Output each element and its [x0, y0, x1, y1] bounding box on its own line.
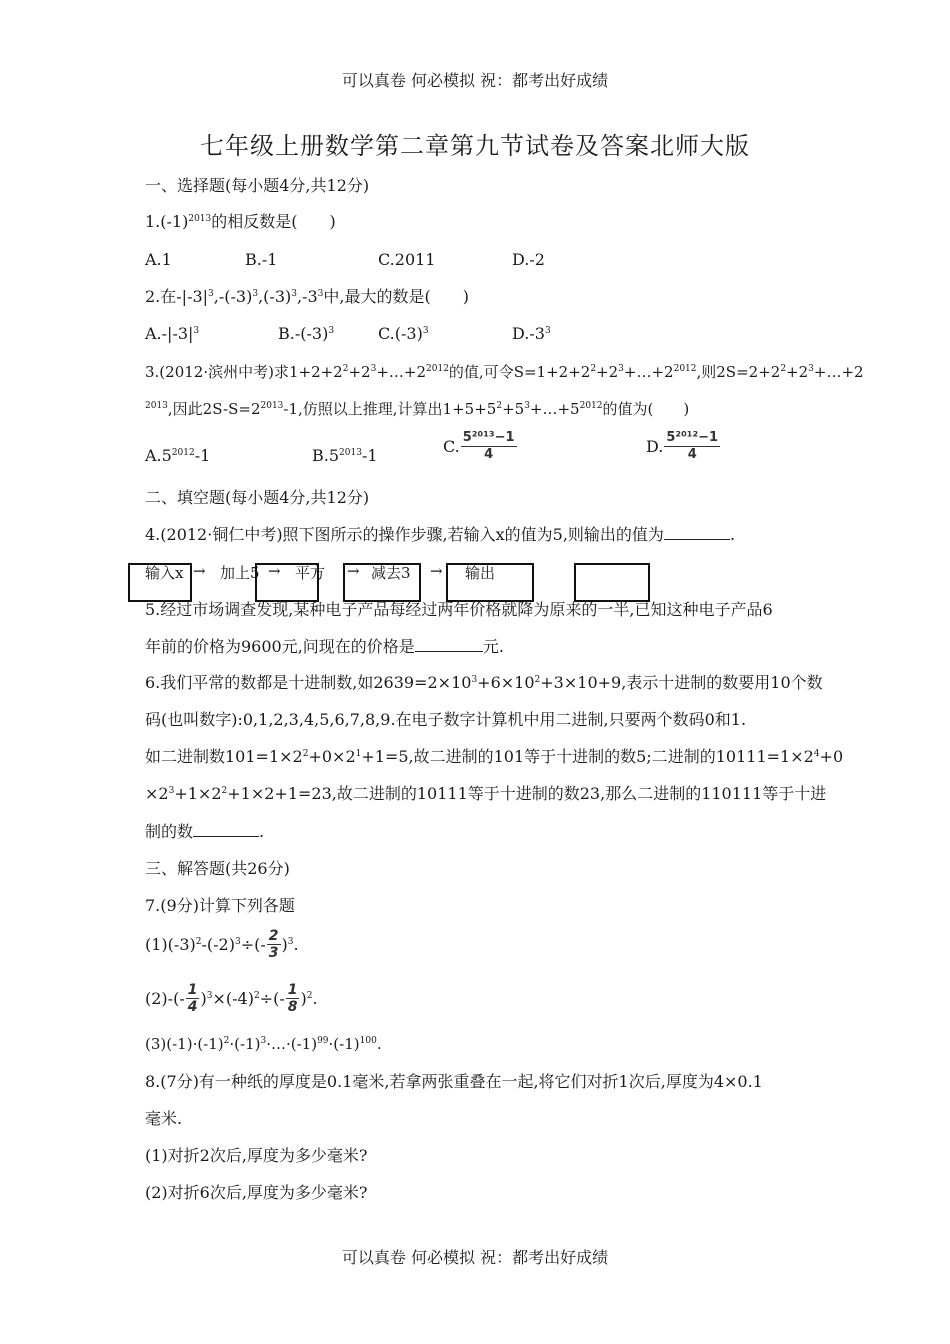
question-2: 2.在$-|-3|^3,-(-3)^3,(-3)^3,-3^3$中,最大的数是( ): [145, 287, 469, 306]
flow-arrow-4: →: [430, 562, 443, 580]
q2-option-a: $A.-|-3|^3$: [145, 324, 200, 343]
flow-input: 输入x: [145, 564, 184, 582]
question-6-line-3: 如二进制数$101=1\times 2^2+0\times 2^1+1=5$,故二进制的101等于十进制的数5;二进制的$10111=1\times 2^4+0$: [145, 747, 844, 766]
q2-option-c: $C.(-3)^3$: [378, 324, 429, 343]
q3-option-d: D. $\frac{\text{5²⁰¹²−1}}{4}$: [646, 430, 719, 462]
question-6-line-2: 码(也叫数字):0,1,2,3,4,5,6,7,8,9.在电子数字计算机中用二进制,只要两个数码0和1.: [145, 710, 747, 729]
q1-option-b: B.-1: [245, 250, 278, 269]
q2-option-b: $B.-(-3)^3$: [278, 324, 335, 343]
section-choice-heading: 一、选择题(每小题4分,共12分): [145, 176, 370, 195]
flow-arrow-2: →: [268, 562, 281, 580]
q1-option-c: C.2011: [378, 250, 436, 269]
question-7-heading: 7.(9分)计算下列各题: [145, 896, 295, 915]
q7-part-2: (2)-(- $\frac{1}{4}$ )$^3\times(-4)^2\div(-$ $\frac{1}{8}$ )$^2$.: [145, 982, 318, 1015]
question-3-line-1: 3.(2012·滨州中考)求$1+2+2^2+2^3+\dots+2^{2012}$的值,可令$S=1+2+2^2+2^3+\dots+2^{2012}$,则$2S=2+2^2+2^3+\dots+2$: [145, 363, 864, 381]
flow-arrow-3: →: [347, 562, 360, 580]
q1-option-d: D.-2: [512, 250, 545, 269]
q3-option-c: C. $\frac{\text{5²⁰¹³−1}}{4}$: [443, 430, 515, 462]
section-fill-heading: 二、填空题(每小题4分,共12分): [145, 488, 370, 507]
question-5-line-1: 5.经过市场调查发现,某种电子产品每经过两年价格就降为原来的一半,已知这种电子产品6: [145, 600, 773, 619]
q8-part-1: (1)对折2次后,厚度为多少毫米?: [145, 1146, 368, 1165]
flow-box-5: [574, 563, 650, 602]
question-6-line-4: $\times 2^3+1\times 2^2+1\times 2+1=23$,故二进制的10111等于十进制的数23,那么二进制的110111等于十进: [145, 784, 827, 803]
question-5-line-2: 年前的价格为9600元,问现在的价格是 元.: [145, 637, 504, 656]
q8-part-2: (2)对折6次后,厚度为多少毫米?: [145, 1183, 368, 1202]
page-header: 可以真卷 何必模拟 祝：都考出好成绩: [341, 71, 609, 90]
question-3-line-2: $^{2013}$,因此$2S-S=2^{2013}-1$,仿照以上推理,计算出$1+5+5^2+5^3+\dots+5^{2012}$的值为( ): [145, 400, 690, 418]
page-footer: 可以真卷 何必模拟 祝：都考出好成绩: [341, 1248, 609, 1267]
flow-square: 平方: [295, 564, 326, 582]
question-8-line-2: 毫米.: [145, 1109, 183, 1128]
q2-option-d: $D.-3^3$: [512, 324, 551, 343]
question-6-line-5: 制的数 .: [145, 822, 265, 841]
flow-subtract: 减去3: [371, 564, 411, 582]
flow-output: 输出: [465, 564, 496, 582]
q1-option-a: A.1: [145, 250, 172, 269]
question-4: 4.(2012·铜仁中考)照下图所示的操作步骤,若输入x的值为5,则输出的值为 .: [145, 525, 736, 544]
question-8-line-1: 8.(7分)有一种纸的厚度是0.1毫米,若拿两张重叠在一起,将它们对折1次后,厚度为4×0.1: [145, 1072, 763, 1091]
document-title: 七年级上册数学第二章第九节试卷及答案北师大版: [200, 132, 750, 160]
answer-blank[interactable]: [664, 524, 730, 540]
answer-blank[interactable]: [193, 821, 259, 837]
flow-arrow-1: →: [193, 562, 206, 580]
question-6-line-1: 6.我们平常的数都是十进制数,如$2639=2\times 10^3+6\times 10^2+3\times 10+9$,表示十进制的数要用10个数: [145, 673, 823, 692]
q3-option-a: $A.5^{2012}-1$: [145, 446, 211, 465]
q7-part-1: $(1)(-3)^2-(-2)^3\div(-$ $\frac{2}{3}$ )$^3$.: [145, 928, 299, 961]
answer-blank[interactable]: [415, 636, 483, 652]
flow-add: 加上5: [220, 564, 260, 582]
section-solve-heading: 三、解答题(共26分): [145, 859, 290, 878]
q3-option-b: $B.5^{2013}-1$: [312, 446, 378, 465]
question-1: $1.(-1)^{2013}$的相反数是( ): [145, 212, 336, 231]
q7-part-3: $(3)(-1)\cdot(-1)^2\cdot(-1)^3\cdot\dots\cdot(-1)^{99}\cdot(-1)^{100}$.: [145, 1035, 382, 1053]
